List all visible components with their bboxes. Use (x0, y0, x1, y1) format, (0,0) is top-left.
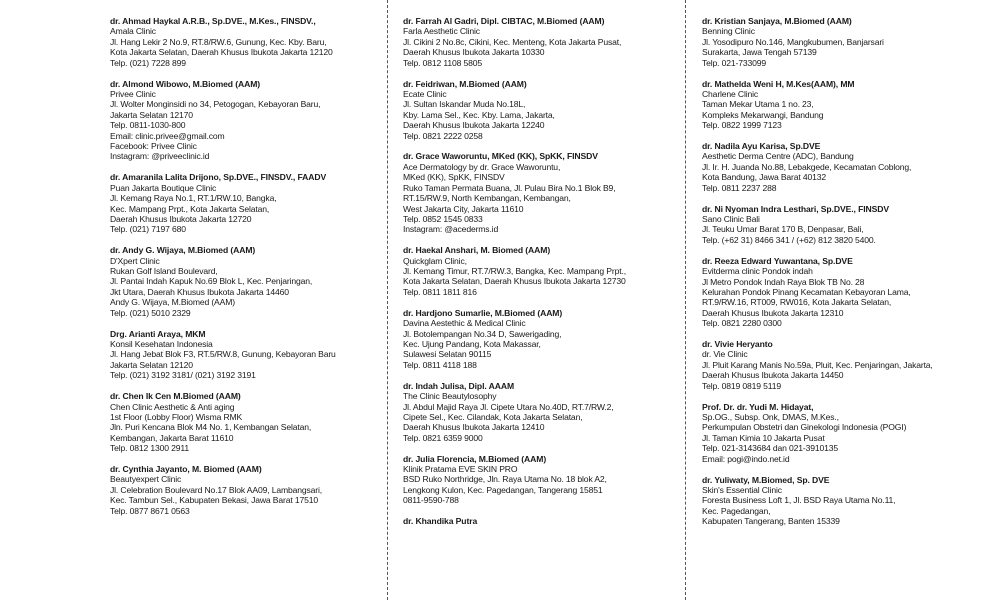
entry-detail-line: Cipete Sel., Kec. Cilandak, Kota Jakarta Selatan, (403, 411, 583, 422)
directory-column-3 (702, 16, 977, 537)
entry-detail-line: Daerah Khusus Ibukota Jakarta 12720 (110, 213, 252, 224)
entry-detail-line: Ace Dermatology by dr. Grace Waworuntu, (403, 161, 561, 172)
entry-detail-line: Jl. Kemang Raya No.1, RT.1/RW.10, Bangka, (110, 193, 277, 204)
entry-detail-line: Sulawesi Selatan 90115 (403, 349, 492, 360)
doctor-name: dr. Andy G. Wijaya, M.Biomed (AAM) (110, 245, 256, 256)
directory-column-2 (403, 16, 678, 537)
directory-entry (702, 402, 977, 464)
entry-detail-line: Taman Mekar Utama 1 no. 23, (702, 99, 814, 110)
entry-detail-line: Evitderma clinic Pondok indah (702, 266, 813, 277)
entry-detail-line: Telp. (+62 31) 8466 341 / (+62) 812 3820 5400. (702, 234, 876, 245)
directory-entry (110, 391, 385, 453)
entry-detail-line: Benning Clinic (702, 26, 755, 37)
entry-detail-line: Klinik Pratama EVE SKIN PRO (403, 464, 518, 475)
entry-detail-line: Jl. Botolempangan No.34 D, Sawerigading, (403, 328, 562, 339)
entry-detail-line: Daerah Khusus Ibukota Jakarta 12410 (403, 422, 545, 433)
entry-detail-line: Telp. 0811 4118 188 (403, 359, 477, 370)
entry-detail-line: Jakarta Selatan 12120 (110, 359, 193, 370)
doctor-name: dr. Almond Wibowo, M.Biomed (AAM) (110, 78, 261, 89)
entry-detail-line: Telp. 0819 0819 5119 (702, 380, 782, 391)
entry-detail-line: Telp. 0821 2222 0258 (403, 130, 483, 141)
entry-detail-line: Telp. (021) 7197 680 (110, 224, 186, 235)
entry-detail-line: Jkt Utara, Daerah Khusus Ibukota Jakarta 14460 (110, 286, 289, 297)
directory-entry (110, 79, 385, 162)
doctor-name: dr. Hardjono Sumarlie, M.Biomed (AAM) (403, 307, 563, 318)
doctor-name: dr. Nadila Ayu Karisa, Sp.DVE (702, 141, 821, 152)
entry-detail-line: Chen Clinic Aesthetic & Anti aging (110, 401, 235, 412)
directory-entry (403, 79, 678, 141)
entry-detail-line: Konsil Kesehatan Indonesia (110, 338, 213, 349)
doctor-name: dr. Julia Florencia, M.Biomed (AAM) (403, 453, 547, 464)
entry-detail-line: West Jakarta City, Jakarta 11610 (403, 203, 524, 214)
directory-entry (403, 454, 678, 506)
entry-detail-line: Jln. Puri Kencana Blok M4 No. 1, Kembangan Selatan, (110, 422, 312, 433)
directory-entry (403, 16, 678, 68)
entry-detail-line: Telp. 021-733099 (702, 57, 767, 68)
entry-detail-line: Telp. 0811-1030-800 (110, 120, 186, 131)
entry-detail-line: Kota Bandung, Jawa Barat 40132 (702, 172, 827, 183)
entry-detail-line: Quickglam Clinic, (403, 255, 467, 266)
directory-entry (702, 16, 977, 68)
entry-detail-line: Jl. Yosodipuro No.146, Mangkubumen, Banjarsari (702, 36, 884, 47)
entry-detail-line: Kabupaten Tangerang, Banten 15339 (702, 516, 840, 527)
entry-detail-line: Kota Jakarta Selatan, Daerah Khusus Ibukota Jakarta 12730 (403, 276, 626, 287)
entry-detail-line: Puan Jakarta Boutique Clinic (110, 182, 217, 193)
directory-entry (702, 204, 977, 246)
doctor-name: dr. Vivie Heryanto (702, 339, 773, 350)
doctor-name: dr. Haekal Anshari, M. Biomed (AAM) (403, 245, 551, 256)
entry-detail-line: Aesthetic Derma Centre (ADC), Bandung (702, 151, 854, 162)
entry-detail-line: Telp. 0852 1545 0833 (403, 213, 483, 224)
entry-detail-line: Telp. 0821 6359 9000 (403, 432, 483, 443)
entry-detail-line: Amala Clinic (110, 26, 156, 37)
directory-entry (403, 308, 678, 370)
entry-detail-line: Jl. Abdul Majid Raya Jl. Cipete Utara No.40D, RT.7/RW.2, (403, 401, 614, 412)
entry-detail-line: Daerah Khusus Ibukota Jakarta 12240 (403, 120, 545, 131)
column-divider (387, 0, 388, 600)
entry-detail-line: Telp. (021) 5010 2329 (110, 307, 191, 318)
directory-entry (110, 245, 385, 318)
entry-detail-line: Jl. Hang Lekir 2 No.9, RT.8/RW.6, Gunung, Kec. Kby. Baru, (110, 36, 327, 47)
entry-detail-line: Beautyexpert Clinic (110, 474, 182, 485)
entry-detail-line: Jl. Wolter Monginsidi no 34, Petogogan, Kebayoran Baru, (110, 99, 321, 110)
entry-detail-line: Jl. Hang Jebat Blok F3, RT.5/RW.8, Gunung, Kebayoran Baru (110, 349, 336, 360)
entry-detail-line: Daerah Khusus Ibukota Jakarta 10330 (403, 47, 545, 58)
doctor-name: Prof. Dr. dr. Yudi M. Hidayat, (702, 401, 814, 412)
entry-detail-line: Jl. Celebration Boulevard No.17 Blok AA09, Lambangsari, (110, 484, 322, 495)
doctor-name: dr. Cynthia Jayanto, M. Biomed (AAM) (110, 464, 262, 475)
directory-entry (702, 339, 977, 391)
entry-detail-line: RT.15/RW.9, North Kembangan, Kembangan, (403, 193, 571, 204)
entry-detail-line: Skin's Essential Clinic (702, 484, 782, 495)
entry-detail-line: Kec. Ujung Pandang, Kota Makassar, (403, 338, 541, 349)
entry-detail-line: Jl. Cikini 2 No.8c, Cikini, Kec. Menteng, Kota Jakarta Pusat, (403, 36, 622, 47)
entry-detail-line: Telp. 021-3143684 dan 021-3910135 (702, 443, 839, 454)
directory-entry (110, 464, 385, 516)
doctor-name: dr. Yuliwaty, M.Biomed, Sp. DVE (702, 474, 830, 485)
directory-entry (403, 381, 678, 443)
entry-detail-line: D'Xpert Clinic (110, 255, 160, 266)
directory-column-1 (110, 16, 385, 527)
entry-detail-line: Daerah Khusus Ibukota Jakarta 12310 (702, 307, 844, 318)
doctor-name: dr. Ahmad Haykal A.R.B., Sp.DVE., M.Kes., FINSDV., (110, 16, 316, 26)
entry-detail-line: Sano Clinic Bali (702, 214, 760, 224)
entry-detail-line: Jl. Pluit Karang Manis No.59a, Pluit, Kec. Penjaringan, Jakarta, (702, 359, 933, 370)
entry-detail-line: Telp. (021) 7228 899 (110, 57, 186, 68)
entry-detail-line: Kelurahan Pondok Pinang Kecamatan Kebayoran Lama, (702, 286, 911, 297)
entry-detail-line: Instagram: @acederms.id (403, 224, 499, 235)
entry-detail-line: Instagram: @priveeclinic.id (110, 151, 210, 162)
entry-detail-line: Email: pogi@indo.net.id (702, 453, 790, 464)
entry-detail-line: Telp. 0877 8671 0563 (110, 505, 190, 516)
directory-entry (110, 172, 385, 234)
entry-detail-line: Foresta Business Loft 1, Jl. BSD Raya Utama No.11, (702, 495, 896, 506)
column-divider (685, 0, 686, 600)
entry-detail-line: Kota Jakarta Selatan, Daerah Khusus Ibukota Jakarta 12120 (110, 47, 333, 58)
doctor-name: dr. Amaranila Lalita Drijono, Sp.DVE., FINSDV., FAADV (110, 172, 327, 183)
entry-detail-line: Facebook: Privee Clinic (110, 140, 197, 151)
entry-detail-line: Jl. Taman Kimia 10 Jakarta Pusat (702, 432, 825, 443)
entry-detail-line: Kec. Pagedangan, (702, 505, 771, 516)
entry-detail-line: Lengkong Kulon, Kec. Pagedangan, Tangerang 15851 (403, 484, 603, 495)
entry-detail-line: Davina Aestethic & Medical Clinic (403, 318, 526, 329)
directory-entry (403, 151, 678, 234)
entry-detail-line: Telp. 0812 1108 5805 (403, 57, 483, 68)
entry-detail-line: Andy G. Wijaya, M.Biomed (AAM) (110, 297, 235, 308)
doctor-name: dr. Reeza Edward Yuwantana, Sp.DVE (702, 255, 853, 266)
entry-detail-line: Jl. Sultan Iskandar Muda No.18L, (403, 99, 526, 110)
entry-detail-line: Daerah Khusus Ibukota Jakarta 14450 (702, 370, 844, 381)
entry-detail-line: Surakarta, Jawa Tengah 57139 (702, 47, 817, 58)
entry-detail-line: Sp.OG., Subsp. Onk, DMAS, M.Kes., (702, 412, 839, 422)
entry-detail-line: Kec. Mampang Prpt., Kota Jakarta Selatan, (110, 203, 270, 214)
directory-entry (702, 475, 977, 527)
entry-detail-line: Jl. Teuku Umar Barat 170 B, Denpasar, Bali, (702, 224, 864, 235)
entry-detail-line: Farla Aesthetic Clinic (403, 26, 480, 37)
doctor-name: dr. Farrah Al Gadri, Dipl. CIBTAC, M.Biomed (AAM) (403, 16, 605, 26)
entry-detail-line: Perkumpulan Obstetri dan Ginekologi Indonesia (POGI) (702, 422, 907, 433)
entry-detail-line: MKed (KK), SpKK, FINSDV (403, 172, 505, 183)
entry-detail-line: Telp. 0821 2280 0300 (702, 318, 782, 329)
directory-entry (110, 329, 385, 381)
directory-entry (403, 245, 678, 297)
doctor-name: dr. Kristian Sanjaya, M.Biomed (AAM) (702, 16, 852, 26)
entry-detail-line: Ecate Clinic (403, 88, 447, 99)
entry-detail-line: Jl. Kemang Timur, RT.7/RW.3, Bangka, Kec. Mampang Prpt., (403, 266, 626, 277)
doctor-name: dr. Chen Ik Cen M.Biomed (AAM) (110, 391, 241, 402)
entry-detail-line: Jl. Ir. H. Juanda No.88, Lebakgede, Kecamatan Coblong, (702, 161, 912, 172)
directory-entry (403, 516, 678, 526)
directory-entry (702, 141, 977, 193)
directory-entry (702, 79, 977, 131)
entry-detail-line: 1st Floor (Lobby Floor) Wisma RMK (110, 411, 243, 422)
entry-detail-line: Jl Metro Pondok Indah Raya Blok TB No. 28 (702, 276, 865, 287)
entry-detail-line: Jakarta Selatan 12170 (110, 109, 193, 120)
entry-detail-line: RT.9/RW.16, RT009, RW016, Kota Jakarta Selatan, (702, 297, 892, 308)
doctor-name: dr. Grace Waworuntu, MKed (KK), SpKK, FINSDV (403, 151, 598, 162)
entry-detail-line: Charlene Clinic (702, 88, 759, 99)
entry-detail-line: Telp. 0811 2237 288 (702, 182, 777, 193)
doctor-name: dr. Feidriwan, M.Biomed (AAM) (403, 78, 527, 89)
entry-detail-line: dr. Vie Clinic (702, 349, 748, 360)
entry-detail-line: The Clinic Beautylosophy (403, 391, 497, 402)
doctor-name: Drg. Arianti Araya, MKM (110, 328, 206, 339)
entry-detail-line: BSD Ruko Northridge, Jln. Raya Utama No. 18 blok A2, (403, 474, 607, 485)
entry-detail-line: Kec. Tambun Sel., Kabupaten Bekasi, Jawa Barat 17510 (110, 495, 318, 506)
entry-detail-line: Rukan Golf Island Boulevard, (110, 266, 218, 277)
entry-detail-line: Email: clinic.privee@gmail.com (110, 130, 225, 141)
entry-detail-line: Telp. 0822 1999 7123 (702, 120, 782, 131)
directory-entry (702, 256, 977, 329)
doctor-name: dr. Khandika Putra (403, 516, 478, 527)
doctor-name: dr. Mathelda Weni H, M.Kes(AAM), MM (702, 78, 855, 89)
doctor-name: dr. Indah Julisa, Dipl. AAAM (403, 380, 514, 391)
entry-detail-line: Telp. 0812 1300 2911 (110, 443, 190, 454)
entry-detail-line: Kembangan, Jakarta Barat 11610 (110, 432, 234, 443)
entry-detail-line: Privee Clinic (110, 88, 156, 99)
entry-detail-line: Kby. Lama Sel., Kec. Kby. Lama, Jakarta, (403, 109, 555, 120)
entry-detail-line: Jl. Pantai Indah Kapuk No.69 Blok L, Kec. Penjaringan, (110, 276, 313, 287)
doctor-name: dr. Ni Nyoman Indra Lesthari, Sp.DVE., FINSDV (702, 203, 889, 214)
entry-detail-line: 0811-9590-788 (403, 495, 459, 506)
directory-entry (110, 16, 385, 68)
entry-detail-line: Ruko Taman Permata Buana, Jl. Pulau Bira No.1 Blok B9, (403, 182, 616, 193)
entry-detail-line: Kompleks Mekarwangi, Bandung (702, 109, 824, 120)
entry-detail-line: Telp. (021) 3192 3181/ (021) 3192 3191 (110, 370, 256, 381)
entry-detail-line: Telp. 0811 1811 816 (403, 286, 477, 297)
